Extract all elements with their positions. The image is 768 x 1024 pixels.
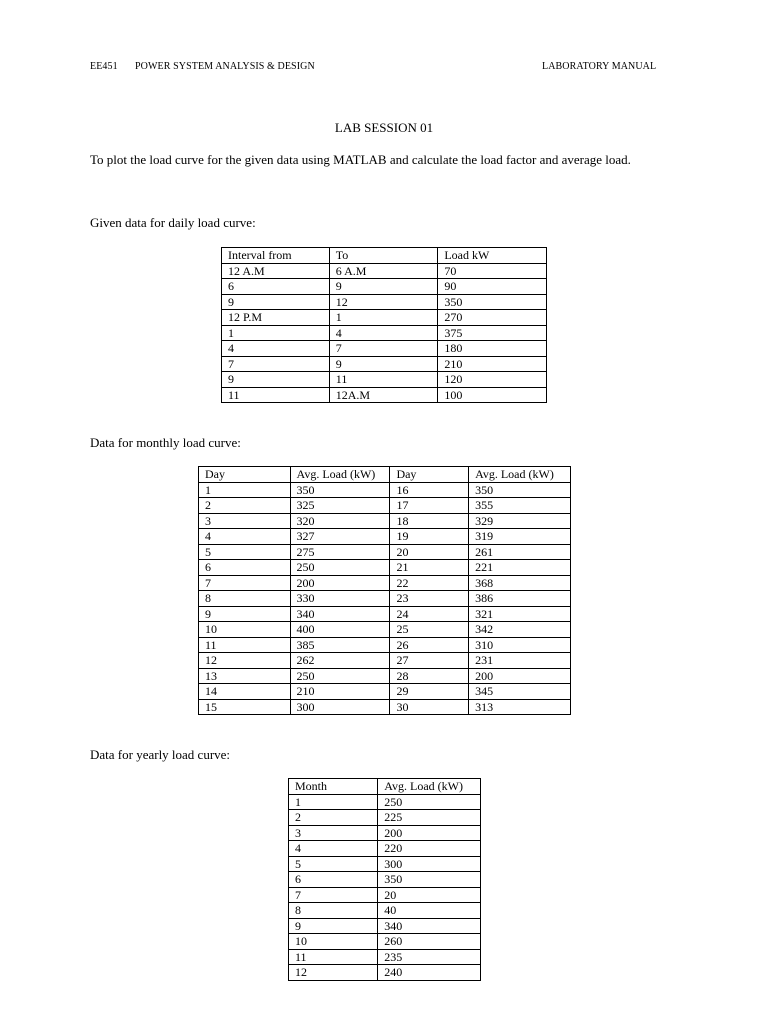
table-cell: 340 [378,918,481,934]
table-cell: 1 [199,482,291,498]
table-header-cell: Load kW [438,248,547,264]
table-cell: 327 [290,529,390,545]
table-cell: 350 [378,872,481,888]
table-cell: 12A.M [329,387,438,403]
table-cell: 340 [290,606,390,622]
table-cell: 200 [378,825,481,841]
header-course-title: POWER SYSTEM ANALYSIS & DESIGN [135,61,315,72]
table-row [199,699,571,715]
daily-load-table [221,247,547,403]
table-cell: 26 [390,637,469,653]
table-row [199,498,571,514]
table-row [222,294,547,310]
table-row [289,841,481,857]
table-cell: 40 [378,903,481,919]
table-header-row [289,779,481,795]
table-cell: 386 [469,591,571,607]
table-cell: 21 [390,560,469,576]
table-cell: 12 [199,653,291,669]
table-cell: 368 [469,575,571,591]
table-cell: 28 [390,668,469,684]
table-cell: 2 [289,810,378,826]
table-cell: 240 [378,965,481,981]
objective-text: To plot the load curve for the given data using MATLAB and calculate the load factor and average load. [90,152,631,167]
table-cell: 9 [199,606,291,622]
table-row [199,560,571,576]
table-header-cell: Avg. Load (kW) [378,779,481,795]
table-cell: 319 [469,529,571,545]
table-cell: 330 [290,591,390,607]
table-header-cell: Interval from [222,248,330,264]
table-row [222,372,547,388]
table-row [289,965,481,981]
table-cell: 10 [289,934,378,950]
table-cell: 231 [469,653,571,669]
monthly-caption: Data for monthly load curve: [90,435,241,450]
table-cell: 4 [222,341,330,357]
table-cell: 7 [222,356,330,372]
table-row [199,482,571,498]
table-row [289,856,481,872]
table-cell: 1 [289,794,378,810]
table-row [289,810,481,826]
table-row [222,341,547,357]
table-cell: 7 [199,575,291,591]
table-row [199,544,571,560]
table-cell: 15 [199,699,291,715]
table-cell: 7 [329,341,438,357]
table-cell: 29 [390,684,469,700]
table-cell: 5 [199,544,291,560]
table-cell: 220 [378,841,481,857]
table-cell: 4 [289,841,378,857]
table-cell: 22 [390,575,469,591]
table-cell: 300 [378,856,481,872]
table-cell: 9 [222,294,330,310]
table-cell: 250 [378,794,481,810]
table-row [289,918,481,934]
table-header-row [199,467,571,483]
table-cell: 17 [390,498,469,514]
table-cell: 200 [469,668,571,684]
table-cell: 90 [438,279,547,295]
table-cell: 310 [469,637,571,653]
table-cell: 12 [329,294,438,310]
table-cell: 6 [199,560,291,576]
table-cell: 20 [378,887,481,903]
table-row [289,794,481,810]
table-cell: 18 [390,513,469,529]
table-row [289,872,481,888]
table-cell: 19 [390,529,469,545]
table-row [222,387,547,403]
table-cell: 8 [289,903,378,919]
table-cell: 355 [469,498,571,514]
table-cell: 350 [469,482,571,498]
table-cell: 3 [289,825,378,841]
table-cell: 250 [290,560,390,576]
table-cell: 2 [199,498,291,514]
table-cell: 350 [438,294,547,310]
table-cell: 345 [469,684,571,700]
table-cell: 6 A.M [329,263,438,279]
table-row [289,887,481,903]
table-cell: 320 [290,513,390,529]
table-row [222,356,547,372]
table-cell: 262 [290,653,390,669]
table-row [199,653,571,669]
table-cell: 5 [289,856,378,872]
table-cell: 261 [469,544,571,560]
table-cell: 3 [199,513,291,529]
table-cell: 210 [438,356,547,372]
table-cell: 11 [222,387,330,403]
table-cell: 9 [329,356,438,372]
table-header-cell: Day [199,467,291,483]
table-cell: 321 [469,606,571,622]
table-cell: 1 [329,310,438,326]
table-cell: 250 [290,668,390,684]
table-cell: 16 [390,482,469,498]
table-cell: 12 P.M [222,310,330,326]
table-cell: 100 [438,387,547,403]
table-cell: 385 [290,637,390,653]
daily-caption: Given data for daily load curve: [90,215,256,230]
table-cell: 30 [390,699,469,715]
table-cell: 27 [390,653,469,669]
table-cell: 375 [438,325,547,341]
table-cell: 24 [390,606,469,622]
table-cell: 210 [290,684,390,700]
table-cell: 20 [390,544,469,560]
table-cell: 9 [289,918,378,934]
header-course-code: EE451 [90,61,118,72]
table-row [289,949,481,965]
table-row [199,529,571,545]
table-cell: 1 [222,325,330,341]
table-cell: 275 [290,544,390,560]
table-header-row [222,248,547,264]
table-row [222,325,547,341]
table-row [289,934,481,950]
table-cell: 11 [329,372,438,388]
table-cell: 6 [222,279,330,295]
table-row [199,513,571,529]
table-cell: 180 [438,341,547,357]
table-header-cell: Avg. Load (kW) [469,467,571,483]
monthly-load-table [198,466,571,715]
table-cell: 329 [469,513,571,529]
table-row [289,903,481,919]
table-cell: 300 [290,699,390,715]
page-title: LAB SESSION 01 [334,120,434,135]
table-header-cell: Month [289,779,378,795]
table-cell: 14 [199,684,291,700]
table-cell: 9 [222,372,330,388]
table-cell: 25 [390,622,469,638]
table-row [222,310,547,326]
table-row [199,591,571,607]
table-cell: 200 [290,575,390,591]
table-cell: 221 [469,560,571,576]
table-cell: 23 [390,591,469,607]
yearly-load-table [288,778,481,981]
table-header-cell: Avg. Load (kW) [290,467,390,483]
table-cell: 235 [378,949,481,965]
table-header-cell: To [329,248,438,264]
table-row [199,637,571,653]
table-row [289,825,481,841]
table-cell: 225 [378,810,481,826]
table-row [222,279,547,295]
table-row [199,622,571,638]
table-cell: 400 [290,622,390,638]
table-row [199,606,571,622]
table-cell: 6 [289,872,378,888]
table-cell: 325 [290,498,390,514]
table-cell: 11 [199,637,291,653]
table-cell: 342 [469,622,571,638]
table-row [199,575,571,591]
table-row [199,684,571,700]
table-cell: 10 [199,622,291,638]
header-manual: LABORATORY MANUAL [542,61,657,72]
table-cell: 7 [289,887,378,903]
table-cell: 11 [289,949,378,965]
table-cell: 8 [199,591,291,607]
table-row [199,668,571,684]
table-cell: 4 [199,529,291,545]
table-cell: 12 A.M [222,263,330,279]
table-cell: 120 [438,372,547,388]
table-cell: 13 [199,668,291,684]
table-cell: 12 [289,965,378,981]
table-cell: 70 [438,263,547,279]
table-cell: 313 [469,699,571,715]
table-row [222,263,547,279]
table-cell: 270 [438,310,547,326]
table-cell: 350 [290,482,390,498]
table-cell: 4 [329,325,438,341]
table-header-cell: Day [390,467,469,483]
table-cell: 9 [329,279,438,295]
yearly-caption: Data for yearly load curve: [90,747,231,762]
table-cell: 260 [378,934,481,950]
